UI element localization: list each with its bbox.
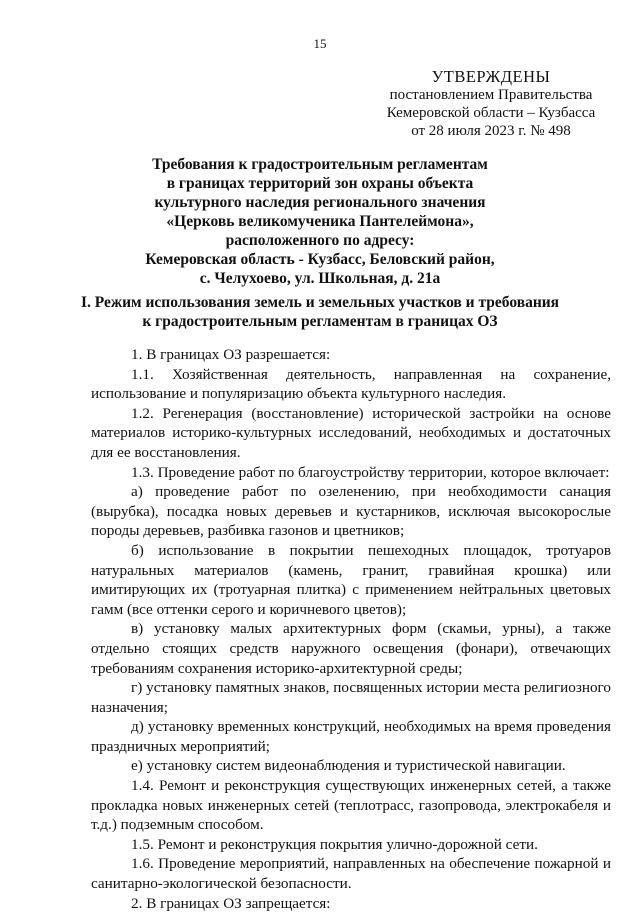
approval-line-1: постановлением Правительства [389,87,593,103]
paragraph-1-3-v: в) установку малых архитектурных форм (скамьи, урны), а также отдельно стоящих средств наружного освещения (фонари), отвечающих требованиям сохранения историко-архитектурной среды; [91,620,611,677]
approval-stamp [376,68,606,140]
paragraph-1-3-d: д) установку временных конструкций, необходимых на время проведения праздничных мероприятий; [91,718,611,755]
document-title [70,155,570,288]
paragraph-1: 1. В границах ОЗ разрешается: [131,346,331,363]
section-heading [80,293,560,331]
paragraph-1-2: 1.2. Регенерация (восстановление) исторической застройки на основе материалов историко-культурных исследований, необходимых и достаточных для ее восстановления. [91,404,611,461]
paragraph-1-6: 1.6. Проведение мероприятий, направленных на обеспечение пожарной и санитарно-экологической безопасности. [91,855,611,893]
paragraph-1-3-b: б) использование в покрытии пешеходных площадок, тротуаров натуральных материалов (камень, гранит, гравийная крошка) или имитирующих их (тротуарная плитка) с применением нейтральных цветовых гамм (все оттенки серого и коричневого цветов); [91,541,611,618]
paragraph-1-5: 1.5. Ремонт и реконструкция покрытия улично-дорожной сети. [131,835,538,853]
paragraph-1-3-e: е) установку систем видеонаблюдения и туристической навигации. [131,757,566,775]
paragraph-1-1: 1.1. Хозяйственная деятельность, направленная на сохранение, использование и популяризацию объекта культурного наследия. [91,365,611,403]
page-number: 15 [313,36,327,51]
paragraph-1-3: 1.3. Проведение работ по благоустройству территории, которое включает: [131,463,610,481]
approval-line-2: Кемеровской области – Кузбасса [386,105,596,121]
section-heading-line-2: к градостроительным регламентам в границах ОЗ [142,313,498,330]
paragraph-2: 2. В границах ОЗ запрещается: [131,894,331,912]
title-line: Требования к градостроительным регламентам [152,156,488,173]
title-line: расположенного по адресу: [225,232,415,249]
title-line: Кемеровская область - Кузбасс, Беловский район, [145,251,495,268]
title-line: в границах территорий зон охраны объекта [166,175,474,192]
title-line: «Церковь великомученика Пантелеймона», [166,213,474,230]
title-line: культурного наследия регионального значения [154,194,486,211]
paragraph-1-3-a: а) проведение работ по озеленению, при необходимости санация (вырубка), посадка новых деревьев и кустарников, исключая высокорослые породы деревьев, разбивка газонов и цветников; [91,483,611,540]
title-line: с. Челухоево, ул. Школьная, д. 21а [199,270,441,287]
paragraph-1-4: 1.4. Ремонт и реконструкция существующих инженерных сетей, а также прокладка новых инженерных сетей (теплотрасс, газопровода, электрокабеля и т.д.) подземным способом. [91,777,611,834]
section-heading-line-1: I. Режим использования земель и земельных участков и требования [80,294,560,311]
paragraph-1-3-g: г) установку памятных знаков, посвященных истории места религиозного назначения; [91,679,611,716]
document-body [91,345,611,913]
approval-line-3: от 28 июля 2023 г. № 498 [411,123,571,139]
approved-label: УТВЕРЖДЕНЫ [431,67,551,86]
